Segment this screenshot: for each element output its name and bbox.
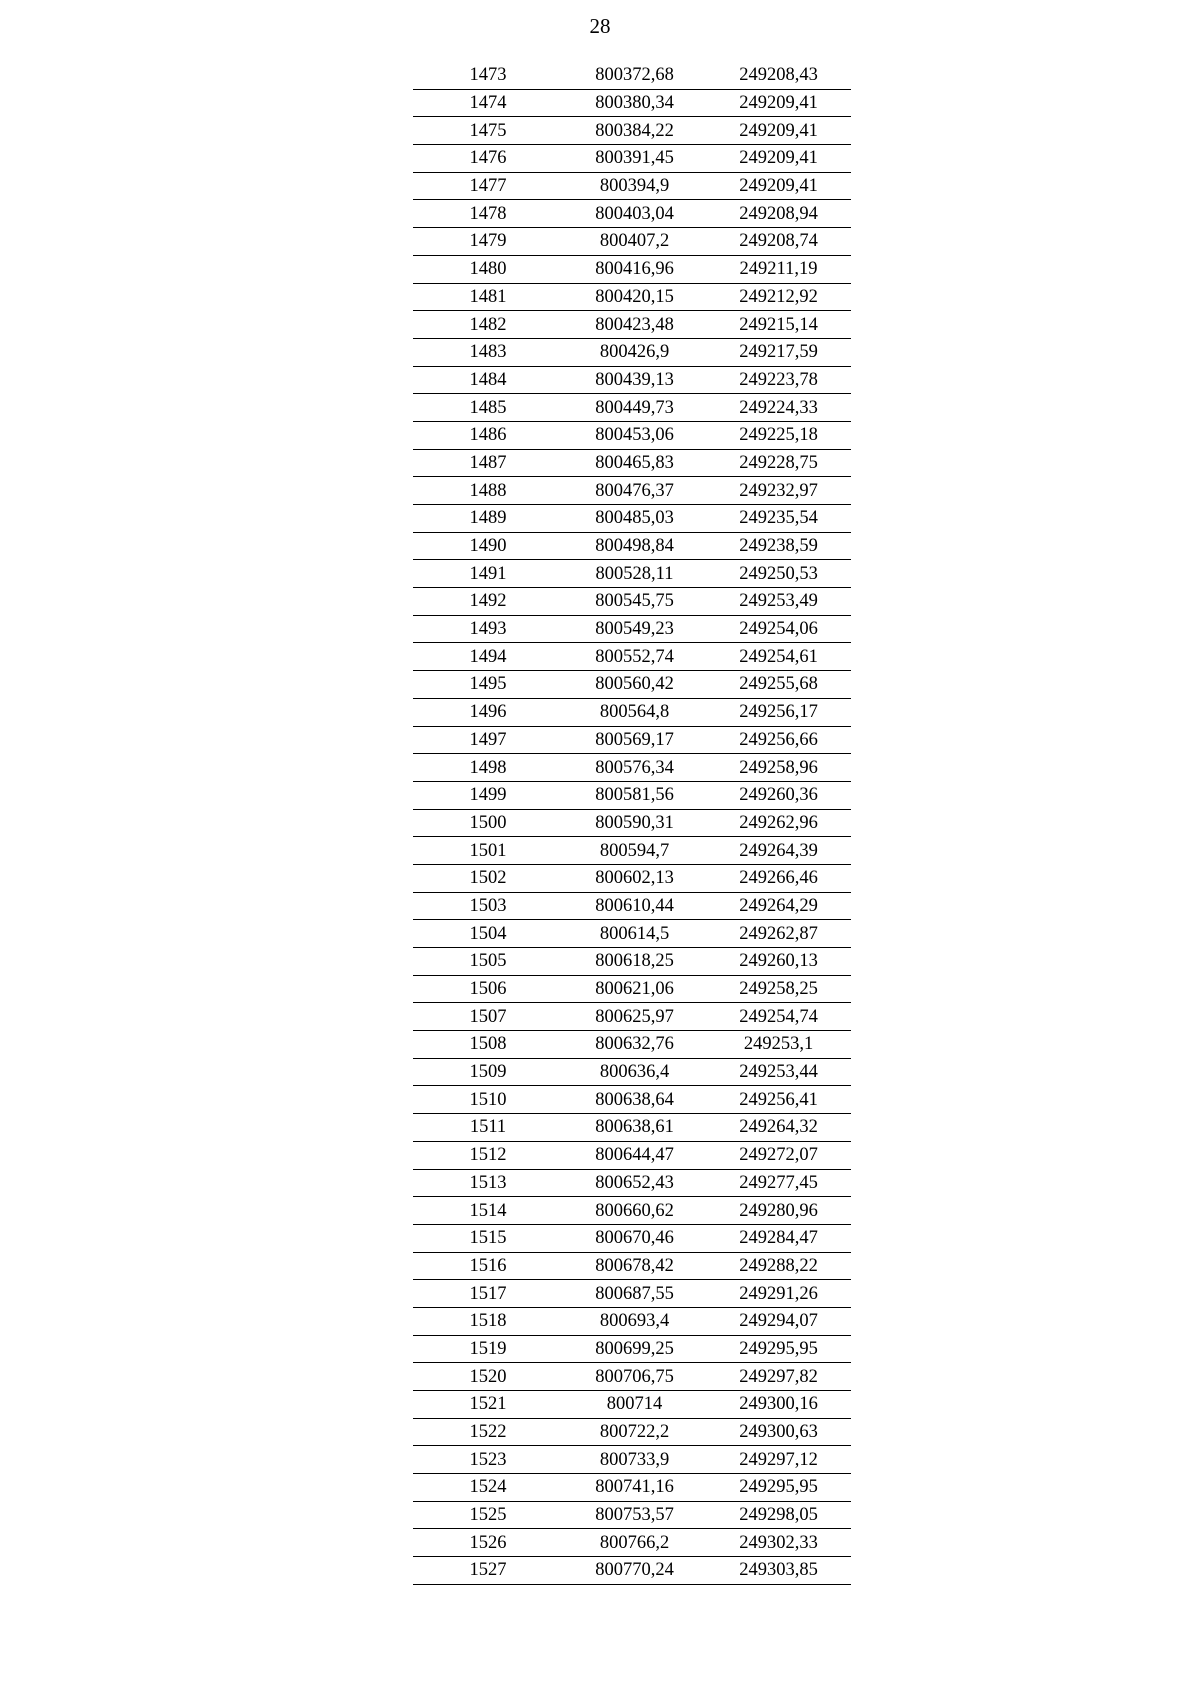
point-number-cell: 1525 (413, 1501, 563, 1529)
table-row (413, 837, 851, 865)
point-number-cell: 1519 (413, 1335, 563, 1363)
table-row (413, 726, 851, 754)
point-number-cell: 1507 (413, 1003, 563, 1031)
x-coordinate-cell: 800621,06 (563, 975, 706, 1003)
point-number-cell: 1523 (413, 1446, 563, 1474)
x-coordinate-cell: 800670,46 (563, 1224, 706, 1252)
point-number-cell: 1513 (413, 1169, 563, 1197)
table-row (413, 255, 851, 283)
table-row (413, 1224, 851, 1252)
y-coordinate-cell: 249260,13 (706, 948, 851, 976)
x-coordinate-cell: 800770,24 (563, 1557, 706, 1585)
y-coordinate-cell: 249264,32 (706, 1114, 851, 1142)
x-coordinate-cell: 800449,73 (563, 394, 706, 422)
point-number-cell: 1495 (413, 671, 563, 699)
y-coordinate-cell: 249208,43 (706, 62, 851, 89)
y-coordinate-cell: 249253,49 (706, 588, 851, 616)
x-coordinate-cell: 800552,74 (563, 643, 706, 671)
point-number-cell: 1508 (413, 1031, 563, 1059)
point-number-cell: 1500 (413, 809, 563, 837)
y-coordinate-cell: 249253,44 (706, 1058, 851, 1086)
table-row (413, 62, 851, 89)
y-coordinate-cell: 249284,47 (706, 1224, 851, 1252)
y-coordinate-cell: 249262,96 (706, 809, 851, 837)
point-number-cell: 1503 (413, 892, 563, 920)
x-coordinate-cell: 800576,34 (563, 754, 706, 782)
point-number-cell: 1481 (413, 283, 563, 311)
table-row (413, 920, 851, 948)
point-number-cell: 1505 (413, 948, 563, 976)
y-coordinate-cell: 249264,29 (706, 892, 851, 920)
point-number-cell: 1485 (413, 394, 563, 422)
y-coordinate-cell: 249256,66 (706, 726, 851, 754)
y-coordinate-cell: 249235,54 (706, 505, 851, 533)
y-coordinate-cell: 249272,07 (706, 1141, 851, 1169)
coordinates-table (413, 62, 851, 1585)
point-number-cell: 1475 (413, 117, 563, 145)
x-coordinate-cell: 800476,37 (563, 477, 706, 505)
table-row (413, 117, 851, 145)
point-number-cell: 1499 (413, 781, 563, 809)
point-number-cell: 1498 (413, 754, 563, 782)
y-coordinate-cell: 249208,94 (706, 200, 851, 228)
point-number-cell: 1482 (413, 311, 563, 339)
table-row (413, 200, 851, 228)
y-coordinate-cell: 249262,87 (706, 920, 851, 948)
y-coordinate-cell: 249254,61 (706, 643, 851, 671)
table-row (413, 643, 851, 671)
table-row (413, 671, 851, 699)
point-number-cell: 1476 (413, 145, 563, 173)
point-number-cell: 1512 (413, 1141, 563, 1169)
y-coordinate-cell: 249266,46 (706, 864, 851, 892)
table-row (413, 283, 851, 311)
point-number-cell: 1514 (413, 1197, 563, 1225)
x-coordinate-cell: 800423,48 (563, 311, 706, 339)
x-coordinate-cell: 800380,34 (563, 89, 706, 117)
x-coordinate-cell: 800741,16 (563, 1474, 706, 1502)
x-coordinate-cell: 800453,06 (563, 421, 706, 449)
y-coordinate-cell: 249295,95 (706, 1474, 851, 1502)
x-coordinate-cell: 800618,25 (563, 948, 706, 976)
table-row (413, 1114, 851, 1142)
table-row (413, 477, 851, 505)
table-row (413, 1335, 851, 1363)
y-coordinate-cell: 249228,75 (706, 449, 851, 477)
point-number-cell: 1497 (413, 726, 563, 754)
point-number-cell: 1522 (413, 1418, 563, 1446)
y-coordinate-cell: 249256,17 (706, 698, 851, 726)
x-coordinate-cell: 800384,22 (563, 117, 706, 145)
y-coordinate-cell: 249260,36 (706, 781, 851, 809)
table-row (413, 421, 851, 449)
table-row (413, 311, 851, 339)
y-coordinate-cell: 249225,18 (706, 421, 851, 449)
y-coordinate-cell: 249297,82 (706, 1363, 851, 1391)
table-row (413, 864, 851, 892)
x-coordinate-cell: 800699,25 (563, 1335, 706, 1363)
x-coordinate-cell: 800545,75 (563, 588, 706, 616)
table-row (413, 89, 851, 117)
x-coordinate-cell: 800426,9 (563, 338, 706, 366)
x-coordinate-cell: 800636,4 (563, 1058, 706, 1086)
table-row (413, 1031, 851, 1059)
point-number-cell: 1524 (413, 1474, 563, 1502)
x-coordinate-cell: 800465,83 (563, 449, 706, 477)
y-coordinate-cell: 249209,41 (706, 89, 851, 117)
y-coordinate-cell: 249254,74 (706, 1003, 851, 1031)
point-number-cell: 1516 (413, 1252, 563, 1280)
table-row (413, 366, 851, 394)
x-coordinate-cell: 800416,96 (563, 255, 706, 283)
y-coordinate-cell: 249303,85 (706, 1557, 851, 1585)
y-coordinate-cell: 249209,41 (706, 117, 851, 145)
table-row (413, 698, 851, 726)
point-number-cell: 1506 (413, 975, 563, 1003)
x-coordinate-cell: 800687,55 (563, 1280, 706, 1308)
x-coordinate-cell: 800678,42 (563, 1252, 706, 1280)
table-row (413, 1086, 851, 1114)
x-coordinate-cell: 800581,56 (563, 781, 706, 809)
x-coordinate-cell: 800590,31 (563, 809, 706, 837)
point-number-cell: 1518 (413, 1307, 563, 1335)
y-coordinate-cell: 249217,59 (706, 338, 851, 366)
x-coordinate-cell: 800610,44 (563, 892, 706, 920)
table-row (413, 1446, 851, 1474)
y-coordinate-cell: 249300,63 (706, 1418, 851, 1446)
x-coordinate-cell: 800439,13 (563, 366, 706, 394)
point-number-cell: 1478 (413, 200, 563, 228)
point-number-cell: 1483 (413, 338, 563, 366)
table-row (413, 948, 851, 976)
y-coordinate-cell: 249255,68 (706, 671, 851, 699)
point-number-cell: 1509 (413, 1058, 563, 1086)
point-number-cell: 1527 (413, 1557, 563, 1585)
x-coordinate-cell: 800660,62 (563, 1197, 706, 1225)
point-number-cell: 1502 (413, 864, 563, 892)
y-coordinate-cell: 249215,14 (706, 311, 851, 339)
table-row (413, 1363, 851, 1391)
y-coordinate-cell: 249302,33 (706, 1529, 851, 1557)
point-number-cell: 1486 (413, 421, 563, 449)
x-coordinate-cell: 800403,04 (563, 200, 706, 228)
x-coordinate-cell: 800372,68 (563, 62, 706, 89)
x-coordinate-cell: 800549,23 (563, 615, 706, 643)
point-number-cell: 1496 (413, 698, 563, 726)
y-coordinate-cell: 249264,39 (706, 837, 851, 865)
table-row (413, 781, 851, 809)
y-coordinate-cell: 249209,41 (706, 172, 851, 200)
x-coordinate-cell: 800420,15 (563, 283, 706, 311)
x-coordinate-cell: 800644,47 (563, 1141, 706, 1169)
y-coordinate-cell: 249280,96 (706, 1197, 851, 1225)
x-coordinate-cell: 800569,17 (563, 726, 706, 754)
x-coordinate-cell: 800625,97 (563, 1003, 706, 1031)
point-number-cell: 1488 (413, 477, 563, 505)
y-coordinate-cell: 249232,97 (706, 477, 851, 505)
x-coordinate-cell: 800560,42 (563, 671, 706, 699)
y-coordinate-cell: 249258,25 (706, 975, 851, 1003)
point-number-cell: 1489 (413, 505, 563, 533)
table-row (413, 892, 851, 920)
point-number-cell: 1510 (413, 1086, 563, 1114)
y-coordinate-cell: 249277,45 (706, 1169, 851, 1197)
table-row (413, 560, 851, 588)
table-row (413, 754, 851, 782)
y-coordinate-cell: 249295,95 (706, 1335, 851, 1363)
table-row (413, 1418, 851, 1446)
point-number-cell: 1492 (413, 588, 563, 616)
y-coordinate-cell: 249254,06 (706, 615, 851, 643)
x-coordinate-cell: 800394,9 (563, 172, 706, 200)
point-number-cell: 1504 (413, 920, 563, 948)
x-coordinate-cell: 800706,75 (563, 1363, 706, 1391)
y-coordinate-cell: 249253,1 (706, 1031, 851, 1059)
table-row (413, 615, 851, 643)
y-coordinate-cell: 249297,12 (706, 1446, 851, 1474)
point-number-cell: 1493 (413, 615, 563, 643)
y-coordinate-cell: 249300,16 (706, 1391, 851, 1419)
y-coordinate-cell: 249294,07 (706, 1307, 851, 1335)
x-coordinate-cell: 800766,2 (563, 1529, 706, 1557)
x-coordinate-cell: 800722,2 (563, 1418, 706, 1446)
y-coordinate-cell: 249238,59 (706, 532, 851, 560)
x-coordinate-cell: 800485,03 (563, 505, 706, 533)
x-coordinate-cell: 800714 (563, 1391, 706, 1419)
y-coordinate-cell: 249212,92 (706, 283, 851, 311)
table-row (413, 228, 851, 256)
point-number-cell: 1491 (413, 560, 563, 588)
x-coordinate-cell: 800733,9 (563, 1446, 706, 1474)
table-row (413, 1141, 851, 1169)
x-coordinate-cell: 800594,7 (563, 837, 706, 865)
x-coordinate-cell: 800632,76 (563, 1031, 706, 1059)
table-row (413, 505, 851, 533)
table-row (413, 1307, 851, 1335)
y-coordinate-cell: 249211,19 (706, 255, 851, 283)
table-row (413, 1197, 851, 1225)
x-coordinate-cell: 800652,43 (563, 1169, 706, 1197)
x-coordinate-cell: 800638,61 (563, 1114, 706, 1142)
point-number-cell: 1490 (413, 532, 563, 560)
y-coordinate-cell: 249288,22 (706, 1252, 851, 1280)
table-row (413, 1003, 851, 1031)
coordinates-table-body (413, 62, 851, 1584)
table-row (413, 1169, 851, 1197)
point-number-cell: 1480 (413, 255, 563, 283)
page-number: 28 (589, 14, 611, 38)
table-row (413, 588, 851, 616)
table-row (413, 1557, 851, 1585)
x-coordinate-cell: 800614,5 (563, 920, 706, 948)
point-number-cell: 1501 (413, 837, 563, 865)
y-coordinate-cell: 249298,05 (706, 1501, 851, 1529)
table-row (413, 1058, 851, 1086)
table-row (413, 1391, 851, 1419)
table-row (413, 809, 851, 837)
y-coordinate-cell: 249291,26 (706, 1280, 851, 1308)
table-row (413, 975, 851, 1003)
x-coordinate-cell: 800693,4 (563, 1307, 706, 1335)
point-number-cell: 1517 (413, 1280, 563, 1308)
point-number-cell: 1474 (413, 89, 563, 117)
point-number-cell: 1526 (413, 1529, 563, 1557)
table-row (413, 1252, 851, 1280)
point-number-cell: 1479 (413, 228, 563, 256)
y-coordinate-cell: 249223,78 (706, 366, 851, 394)
point-number-cell: 1494 (413, 643, 563, 671)
table-row (413, 172, 851, 200)
table-row (413, 1474, 851, 1502)
x-coordinate-cell: 800602,13 (563, 864, 706, 892)
table-row (413, 532, 851, 560)
table-row (413, 449, 851, 477)
x-coordinate-cell: 800638,64 (563, 1086, 706, 1114)
y-coordinate-cell: 249208,74 (706, 228, 851, 256)
x-coordinate-cell: 800753,57 (563, 1501, 706, 1529)
table-row (413, 1280, 851, 1308)
point-number-cell: 1477 (413, 172, 563, 200)
y-coordinate-cell: 249209,41 (706, 145, 851, 173)
point-number-cell: 1515 (413, 1224, 563, 1252)
point-number-cell: 1473 (413, 62, 563, 89)
x-coordinate-cell: 800498,84 (563, 532, 706, 560)
point-number-cell: 1521 (413, 1391, 563, 1419)
x-coordinate-cell: 800528,11 (563, 560, 706, 588)
point-number-cell: 1511 (413, 1114, 563, 1142)
table-row (413, 1529, 851, 1557)
y-coordinate-cell: 249224,33 (706, 394, 851, 422)
point-number-cell: 1484 (413, 366, 563, 394)
y-coordinate-cell: 249258,96 (706, 754, 851, 782)
point-number-cell: 1520 (413, 1363, 563, 1391)
x-coordinate-cell: 800391,45 (563, 145, 706, 173)
table-row (413, 394, 851, 422)
y-coordinate-cell: 249256,41 (706, 1086, 851, 1114)
x-coordinate-cell: 800407,2 (563, 228, 706, 256)
point-number-cell: 1487 (413, 449, 563, 477)
y-coordinate-cell: 249250,53 (706, 560, 851, 588)
table-row (413, 1501, 851, 1529)
table-row (413, 338, 851, 366)
table-row (413, 145, 851, 173)
x-coordinate-cell: 800564,8 (563, 698, 706, 726)
